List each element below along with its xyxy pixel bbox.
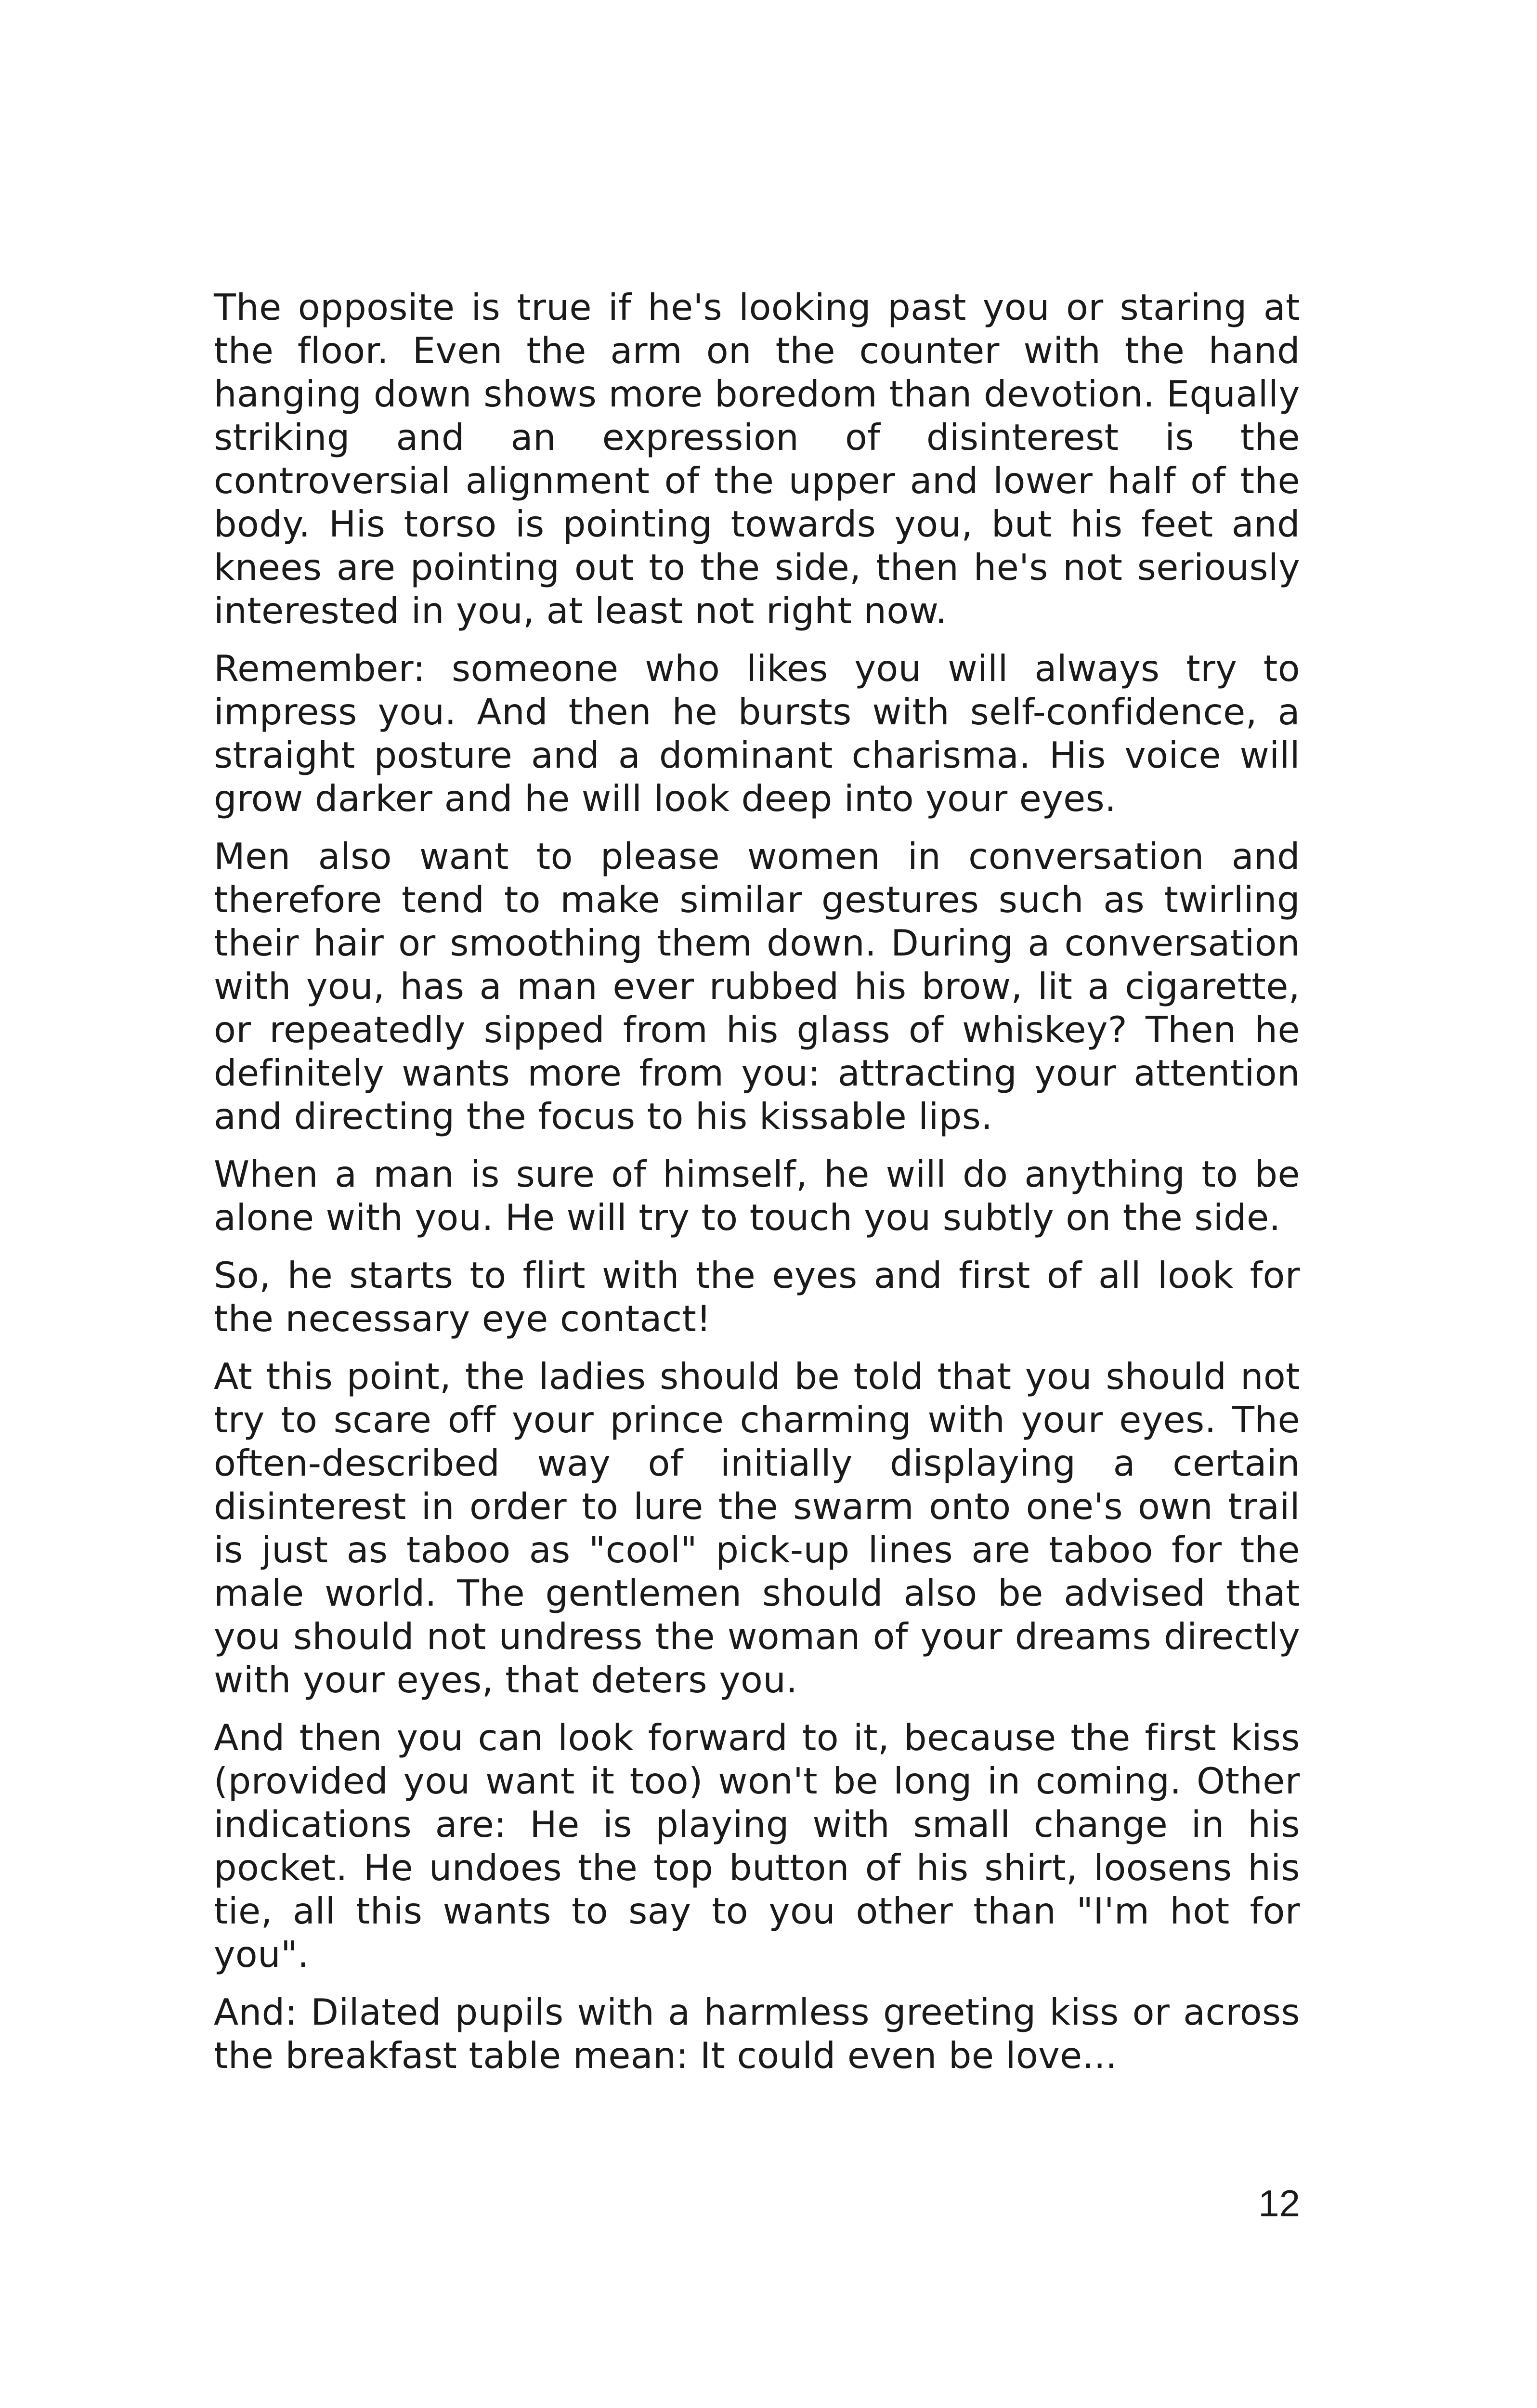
paragraph: So, he starts to flirt with the eyes and first of all look for the necessary eye contact! [214,1254,1300,1340]
paragraph: When a man is sure of himself, he will do anything to be alone with you. He will try to touch you subtly on the side. [214,1153,1300,1239]
paragraph: Remember: someone who likes you will always try to impress you. And then he bursts with self-confidence, a straight posture and a dominant charisma. His voice will grow darker and he will look deep into your eyes. [214,647,1300,820]
paragraph: And then you can look forward to it, because the first kiss (provided you want it too) won't be long in coming. Other indications are: He is playing with small change in his pocket. He undoes the top button of his shirt, loosens his tie, all this wants to say to you other than "I'm hot for you". [214,1716,1300,1976]
paragraph: And: Dilated pupils with a harmless greeting kiss or across the breakfast table mean: It could even be love... [214,1991,1300,2077]
paragraph: At this point, the ladies should be told that you should not try to scare off your prince charming with your eyes. The often-described way of initially displaying a certain disinterest in order to lure the swarm onto one's own trail is just as taboo as "cool" pick-up lines are taboo for the male world. The gentlemen should also be advised that you should not undress the woman of your dreams directly with your eyes, that deters you. [214,1355,1300,1701]
paragraph: The opposite is true if he's looking past you or staring at the floor. Even the arm on the counter with the hand hanging down shows more boredom than devotion. Equally striking and an expression of disinterest is the controversial alignment of the upper and lower half of the body. His torso is pointing towards you, but his feet and knees are pointing out to the side, then he's not seriously interested in you, at least not right now. [214,286,1300,632]
page-body [214,286,1300,2092]
paragraph: Men also want to please women in conversation and therefore tend to make similar gestures such as twirling their hair or smoothing them down. During a conversation with you, has a man ever rubbed his brow, lit a cigarette, or repeatedly sipped from his glass of whiskey? Then he definitely wants more from you: attracting your attention and directing the focus to his kissable lips. [214,835,1300,1138]
page-number: 12 [1258,2182,1300,2225]
